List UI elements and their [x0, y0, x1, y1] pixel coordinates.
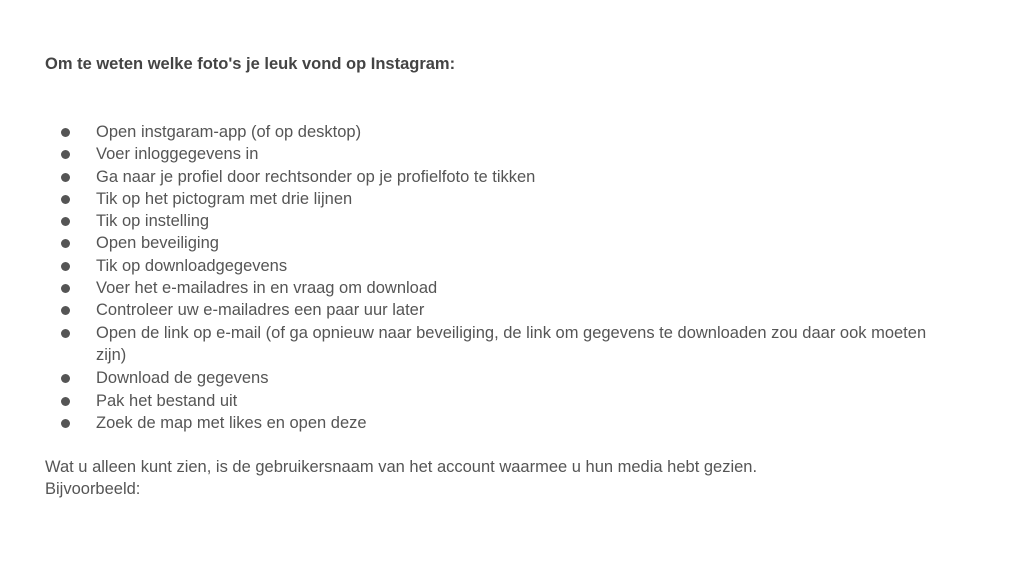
step-text: Voer inloggegevens in — [96, 145, 259, 164]
steps-list — [45, 121, 945, 434]
bullet-icon — [61, 329, 70, 338]
step-text: Download de gegevens — [96, 369, 269, 388]
step-text: Controleer uw e-mailadres een paar uur later — [96, 301, 425, 320]
list-item — [45, 143, 945, 165]
note-line: Wat u alleen kunt zien, is de gebruikersnaam van het account waarmee u hun media hebt gezien. — [45, 458, 758, 476]
bullet-icon — [61, 217, 70, 226]
bullet-icon — [61, 284, 70, 293]
list-item — [45, 188, 945, 210]
bullet-icon — [61, 374, 70, 383]
step-text: Zoek de map met likes en open deze — [96, 413, 367, 432]
step-text: Open de link op e-mail (of ga opnieuw naar beveiliging, de link om gegevens te downloaden zou daar ook moeten zijn) — [96, 323, 927, 364]
list-item — [45, 299, 945, 321]
list-item — [45, 412, 945, 434]
list-item — [45, 390, 945, 412]
list-item — [45, 210, 945, 232]
step-text: Pak het bestand uit — [96, 391, 238, 410]
list-item — [45, 367, 945, 389]
list-item — [45, 255, 945, 277]
bullet-icon — [61, 195, 70, 204]
step-text: Tik op instelling — [96, 212, 210, 231]
bullet-icon — [61, 128, 70, 137]
step-text: Open instgaram-app (of op desktop) — [96, 123, 362, 141]
list-item — [45, 232, 945, 254]
list-item — [45, 121, 945, 143]
bullet-icon — [61, 262, 70, 271]
step-text: Voer het e-mailadres in en vraag om download — [96, 279, 438, 298]
step-text: Open beveiliging — [96, 234, 219, 253]
slide-heading: Om te weten welke foto's je leuk vond op Instagram: — [45, 55, 456, 73]
step-text: Tik op downloadgegevens — [96, 256, 288, 275]
list-item — [45, 277, 945, 299]
step-text: Tik op het pictogram met drie lijnen — [96, 189, 353, 208]
bullet-icon — [61, 306, 70, 315]
bullet-icon — [61, 419, 70, 428]
note-paragraph — [45, 456, 945, 500]
list-item — [45, 322, 945, 367]
list-item — [45, 166, 945, 188]
bullet-icon — [61, 173, 70, 182]
step-text: Ga naar je profiel door rechtsonder op je profielfoto te tikken — [96, 167, 536, 186]
bullet-icon — [61, 397, 70, 406]
note-line: Bijvoorbeeld: — [45, 480, 141, 498]
bullet-icon — [61, 150, 70, 159]
bullet-icon — [61, 239, 70, 248]
